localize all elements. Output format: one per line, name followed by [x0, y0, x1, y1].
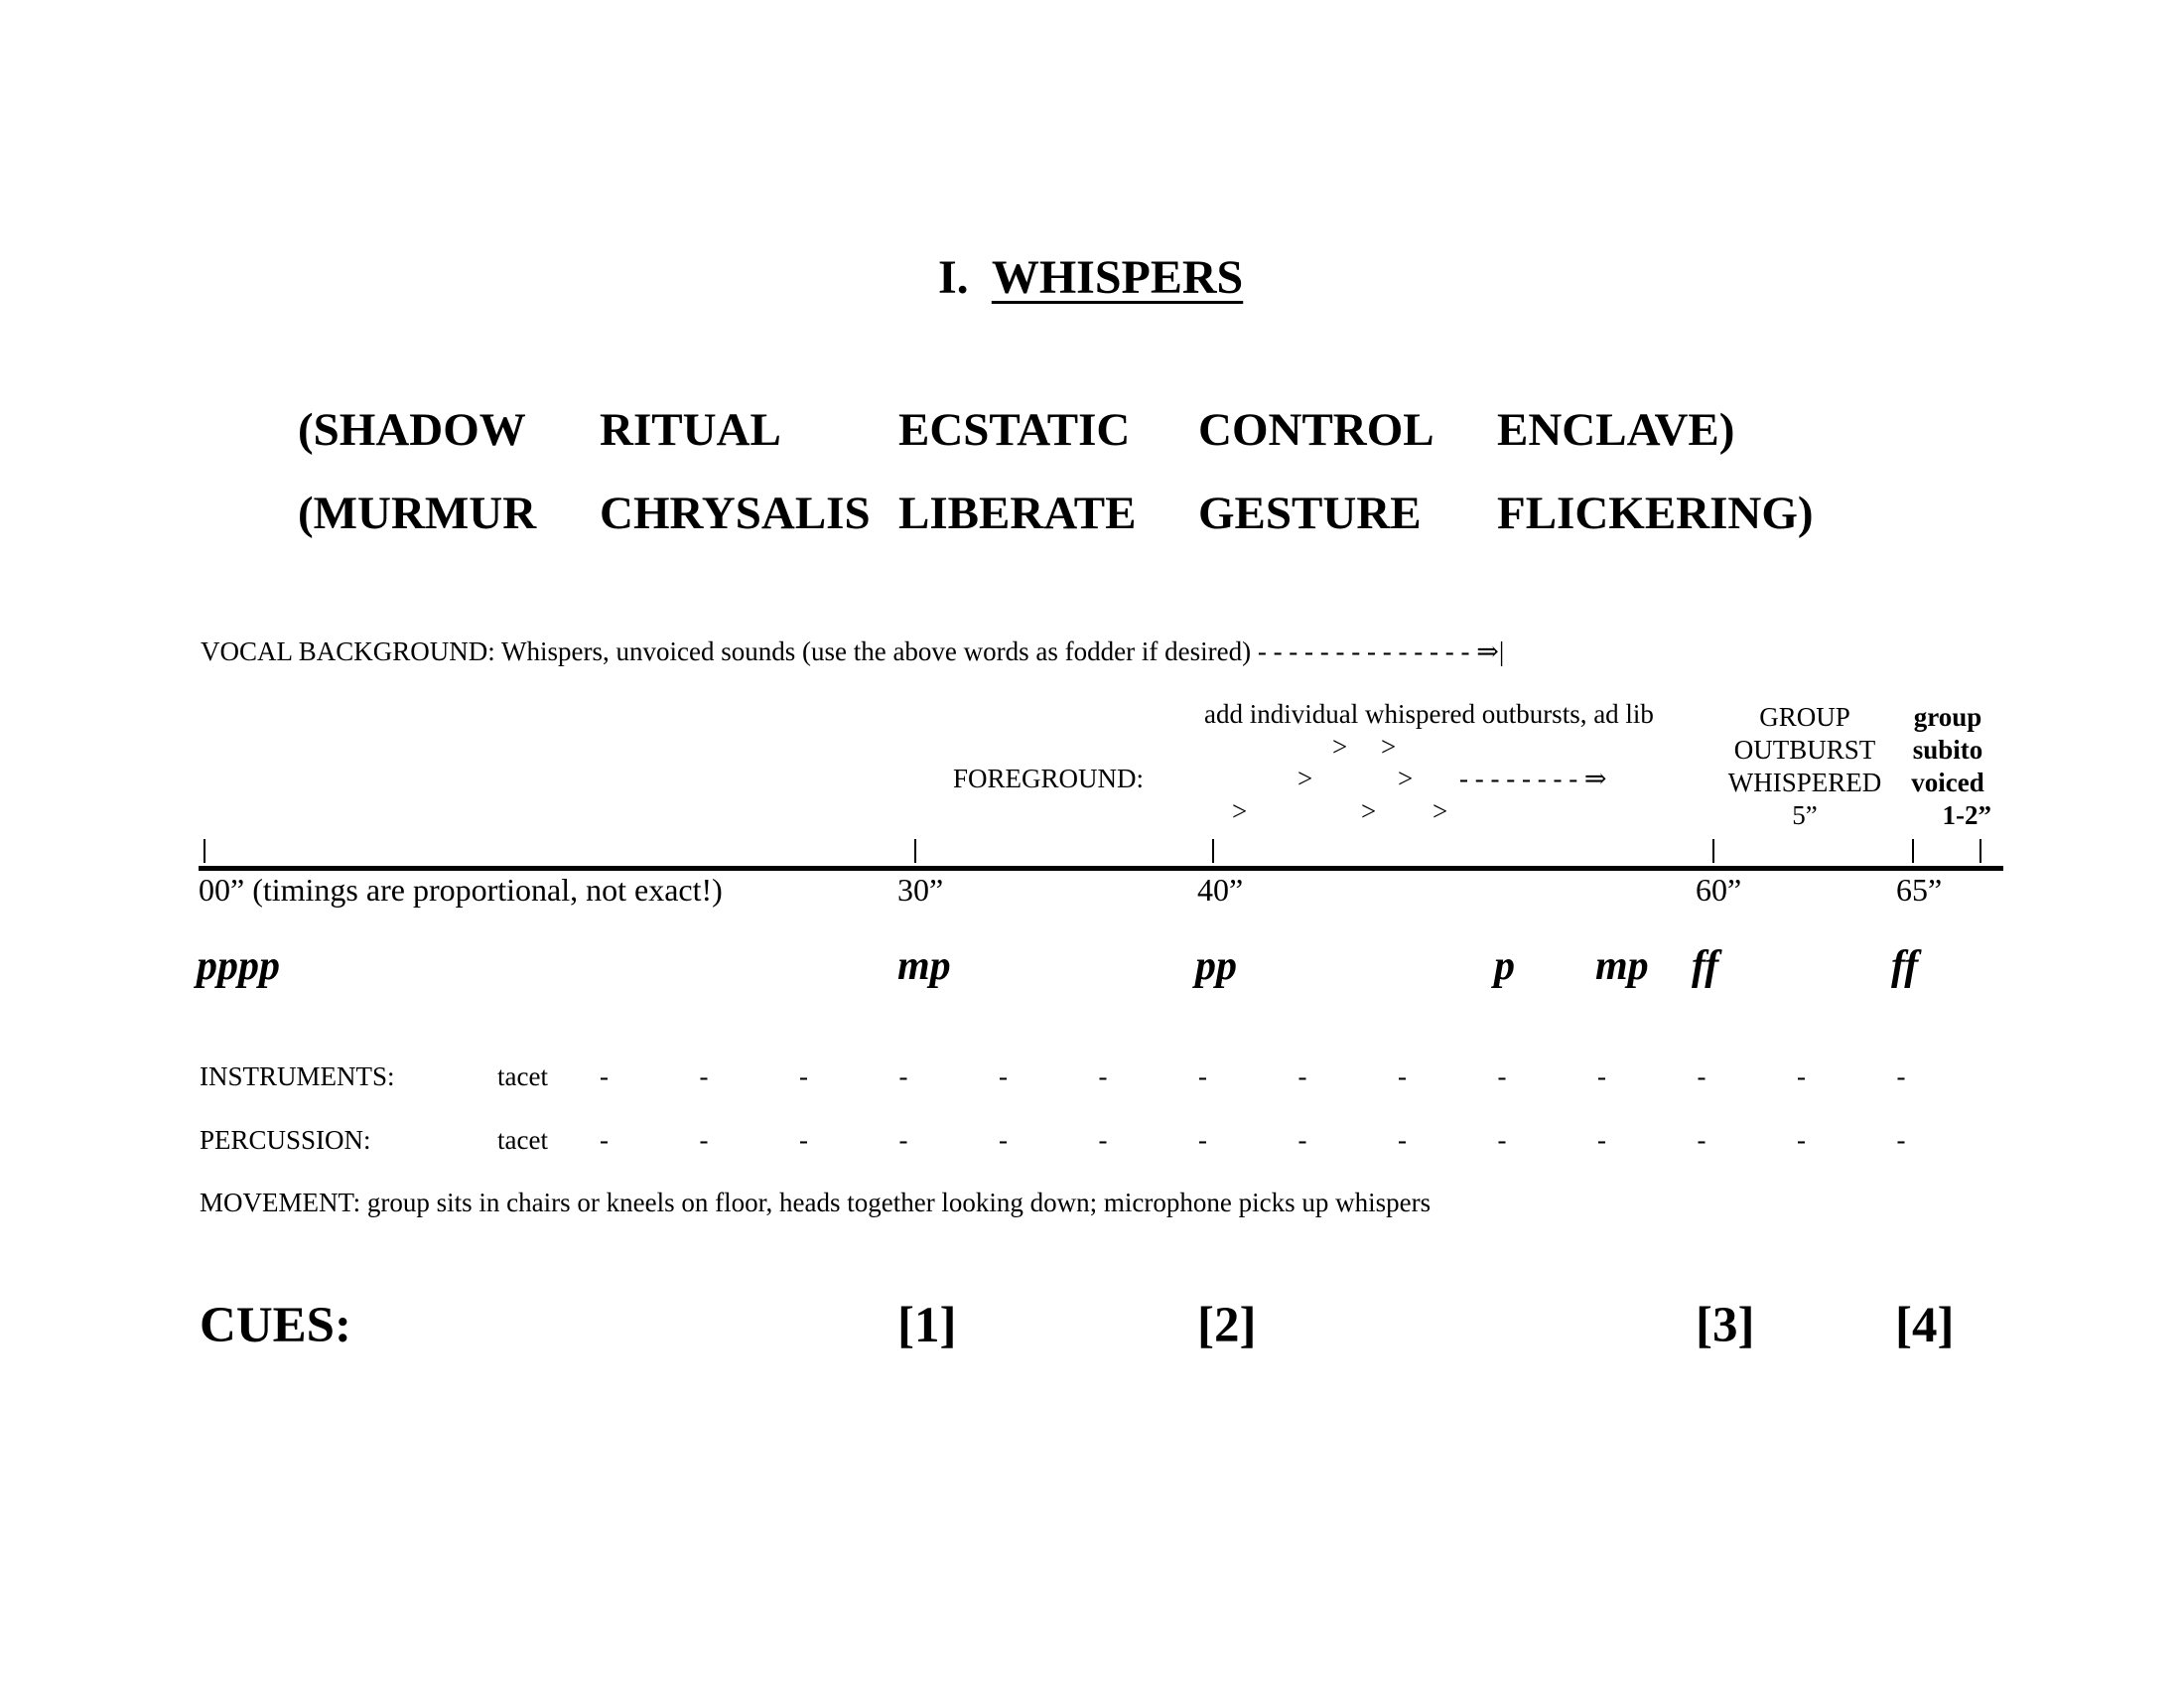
- dynamic-marking: ff: [1692, 943, 1719, 989]
- tacet-dash: -: [999, 1061, 1008, 1091]
- vocal-background-line: VOCAL BACKGROUND: Whispers, unvoiced sounds (use the above words as fodder if desired) - - - - - - - - - - - - - - ⇒|: [201, 636, 1505, 666]
- dynamic-marking: pp: [1195, 943, 1237, 989]
- percussion-label: PERCUSSION:: [200, 1125, 371, 1155]
- timeline-tick: [204, 839, 205, 863]
- tacet-dash: -: [898, 1125, 908, 1155]
- title-numeral: I.: [938, 251, 969, 304]
- tacet-dash: -: [600, 1061, 609, 1091]
- instruments-label: INSTRUMENTS:: [200, 1061, 395, 1091]
- word-ritual: RITUAL: [600, 404, 781, 456]
- cue-3: [3]: [1696, 1298, 1755, 1353]
- word-gesture: GESTURE: [1198, 488, 1422, 539]
- timeline-marker-30: 30”: [897, 872, 944, 908]
- tacet-dash: -: [1098, 1125, 1108, 1155]
- accent-mark: >: [1398, 764, 1414, 793]
- timeline-tick: [1912, 839, 1914, 863]
- accent-mark: >: [1433, 796, 1448, 826]
- tacet-dash: -: [1497, 1061, 1507, 1091]
- cue-4: [4]: [1895, 1298, 1955, 1353]
- word-control: CONTROL: [1198, 404, 1434, 456]
- group-subito-line: 1-2”: [1942, 800, 1991, 830]
- dynamic-marking: p: [1494, 943, 1515, 989]
- tacet-dash: -: [1497, 1125, 1507, 1155]
- word-liberate: LIBERATE: [898, 488, 1137, 539]
- group-outburst-line: GROUP: [1759, 702, 1850, 732]
- timeline-marker-60: 60”: [1696, 872, 1742, 908]
- tacet-dash: -: [1098, 1061, 1108, 1091]
- accent-mark: >: [1297, 764, 1313, 793]
- accent-mark: >: [1381, 732, 1397, 762]
- tacet-dash: -: [699, 1125, 709, 1155]
- accent-mark: >: [1361, 796, 1377, 826]
- cues-label: CUES:: [200, 1298, 352, 1353]
- timeline-tick: [914, 839, 916, 863]
- tacet-dash: -: [799, 1125, 808, 1155]
- foreground-instruction: add individual whispered outbursts, ad lib: [1204, 699, 1654, 729]
- tacet-dash: -: [1297, 1125, 1307, 1155]
- tacet-dash: -: [600, 1125, 609, 1155]
- group-subito-line: subito: [1912, 735, 1983, 765]
- timeline-start-label: 00” (timings are proportional, not exact!): [199, 872, 723, 908]
- cue-1: [1]: [897, 1298, 957, 1353]
- timeline-tick: [1979, 839, 1981, 863]
- tacet-dash: -: [699, 1061, 709, 1091]
- dynamic-marking: ff: [1891, 943, 1919, 989]
- tacet-dash: -: [1597, 1125, 1606, 1155]
- group-subito-line: group: [1913, 702, 1982, 732]
- group-outburst-line: OUTBURST: [1733, 735, 1876, 765]
- group-subito-line: voiced: [1911, 768, 1984, 797]
- page-title: [938, 251, 1244, 304]
- percussion-value: tacet: [497, 1125, 548, 1155]
- title-name: WHISPERS: [991, 251, 1244, 304]
- tacet-dash: -: [1797, 1061, 1806, 1091]
- timeline-marker-65: 65”: [1896, 872, 1943, 908]
- foreground-continuation: - - - - - - - - ⇒: [1459, 764, 1607, 793]
- cue-2: [2]: [1197, 1298, 1257, 1353]
- dynamic-marking: pppp: [197, 943, 280, 989]
- tacet-dash: -: [1297, 1061, 1307, 1091]
- tacet-dash: -: [898, 1061, 908, 1091]
- tacet-dash: -: [1597, 1061, 1606, 1091]
- group-outburst-line: 5”: [1792, 800, 1818, 830]
- tacet-dash: -: [1797, 1125, 1806, 1155]
- accent-mark: >: [1232, 796, 1248, 826]
- tacet-dash: -: [1697, 1125, 1706, 1155]
- tacet-dash: -: [1697, 1061, 1706, 1091]
- timeline-tick: [1712, 839, 1714, 863]
- word-shadow: (SHADOW: [298, 404, 526, 456]
- tacet-dash: -: [1896, 1061, 1906, 1091]
- tacet-dash: -: [1198, 1125, 1207, 1155]
- accent-mark: >: [1332, 732, 1348, 762]
- word-enclave: ENCLAVE): [1497, 404, 1735, 456]
- word-chrysalis: CHRYSALIS: [600, 488, 871, 539]
- word-flickering: FLICKERING): [1497, 488, 1814, 539]
- timeline-tick: [1212, 839, 1214, 863]
- tacet-dash: -: [1896, 1125, 1906, 1155]
- group-outburst-block: [1715, 701, 1894, 832]
- group-outburst-line: WHISPERED: [1727, 768, 1882, 797]
- word-murmur: (MURMUR: [298, 488, 537, 539]
- tacet-dash: -: [999, 1125, 1008, 1155]
- instruments-value: tacet: [497, 1061, 548, 1091]
- word-ecstatic: ECSTATIC: [898, 404, 1131, 456]
- movement-line: MOVEMENT: group sits in chairs or kneels on floor, heads together looking down; microphone picks up whispers: [200, 1188, 1432, 1217]
- tacet-dash: -: [1398, 1061, 1407, 1091]
- timeline-marker-40: 40”: [1197, 872, 1244, 908]
- dynamic-marking: mp: [897, 943, 951, 989]
- tacet-dash: -: [1398, 1125, 1407, 1155]
- dynamic-marking: mp: [1595, 943, 1649, 989]
- tacet-dash: -: [1198, 1061, 1207, 1091]
- foreground-label: FOREGROUND:: [953, 764, 1145, 793]
- group-subito-block: [1898, 701, 1997, 832]
- tacet-dash: -: [799, 1061, 808, 1091]
- timeline-axis: [199, 866, 2003, 871]
